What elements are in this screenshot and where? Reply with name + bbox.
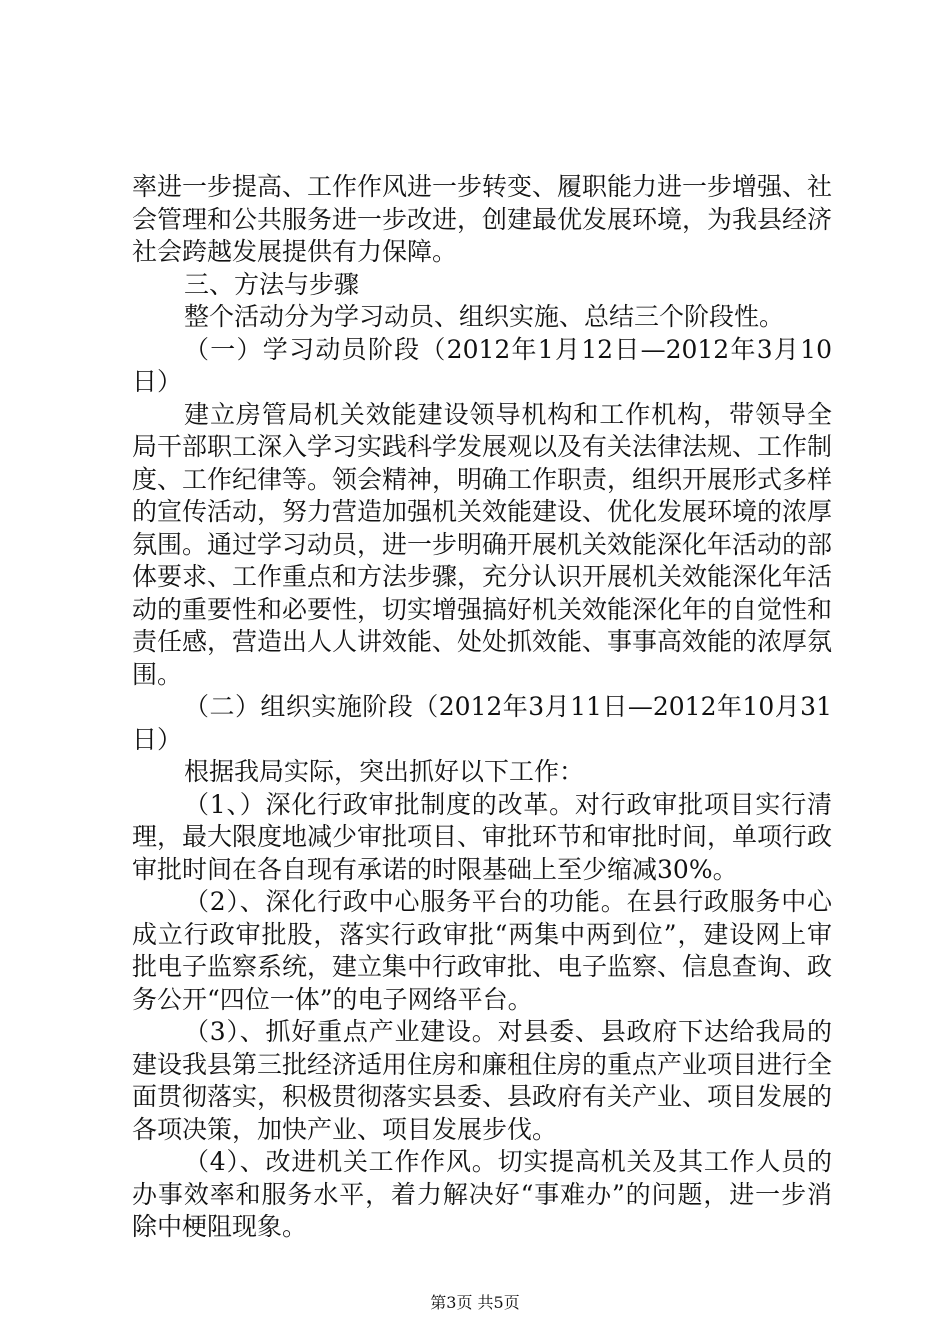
list-item-task-1: （1、）深化行政审批制度的改革。对行政审批项目实行清理，最大限度地减少审批项目、审批环节和审批时间，单项行政审批时间在各自现有承诺的时限基础上至少缩减30%。 <box>132 789 833 884</box>
page-number-footer: 第3页 共5页 <box>430 1293 520 1312</box>
list-item-task-3: （3）、抓好重点产业建设。对县委、县政府下达给我局的建设我县第三批经济适用住房和廉租住房的重点产业项目进行全面贯彻落实，积极贯彻落实县委、县政府有关产业、项目发展的各项决策，加快产业、项目发展步伐。 <box>132 1017 833 1144</box>
list-item-task-4: （4）、改进机关工作作风。切实提高机关及其工作人员的办事效率和服务水平，着力解决好“事难办”的问题，进一步消除中梗阻现象。 <box>132 1147 832 1241</box>
paragraph-intro-tasks: 根据我局实际，突出抓好以下工作： <box>184 757 585 786</box>
paragraph-continuation: 率进一步提高、工作作风进一步转变、履职能力进一步增强、社会管理和公共服务进一步改进，创建最优发展环境，为我县经济社会跨越发展提供有力保障。 <box>132 172 833 266</box>
section-heading-methods: 三、方法与步骤 <box>184 269 360 299</box>
paragraph-overview: 整个活动分为学习动员、组织实施、总结三个阶段性。 <box>184 302 785 331</box>
phase-heading-implementation: （二）组织实施阶段（2012年3月11日—2012年10月31日） <box>132 692 832 754</box>
document-body <box>132 171 832 1244</box>
phase-heading-study: （一）学习动员阶段（2012年1月12日—2012年3月10日） <box>132 334 832 396</box>
list-item-task-2: （2）、深化行政中心服务平台的功能。在县行政服务中心成立行政审批股，落实行政审批“两集中两到位”，建设网上审批电子监察系统，建立集中行政审批、电子监察、信息查询、政务公开“四位一体”的电子网络平台。 <box>132 887 833 1014</box>
paragraph-study-details: 建立房管局机关效能建设领导机构和工作机构，带领导全局干部职工深入学习实践科学发展观以及有关法律法规、工作制度、工作纪律等。领会精神，明确工作职责，组织开展形式多样的宣传活动，努力营造加强机关效能建设、优化发展环境的浓厚氛围。通过学习动员，进一步明确开展机关效能深化年活动的部体要求、工作重点和方法步骤，充分认识开展机关效能深化年活动的重要性和必要性，切实增强搞好机关效能深化年的自觉性和责任感，营造出人人讲效能、处处抓效能、事事高效能的浓厚氛围。 <box>132 399 833 689</box>
